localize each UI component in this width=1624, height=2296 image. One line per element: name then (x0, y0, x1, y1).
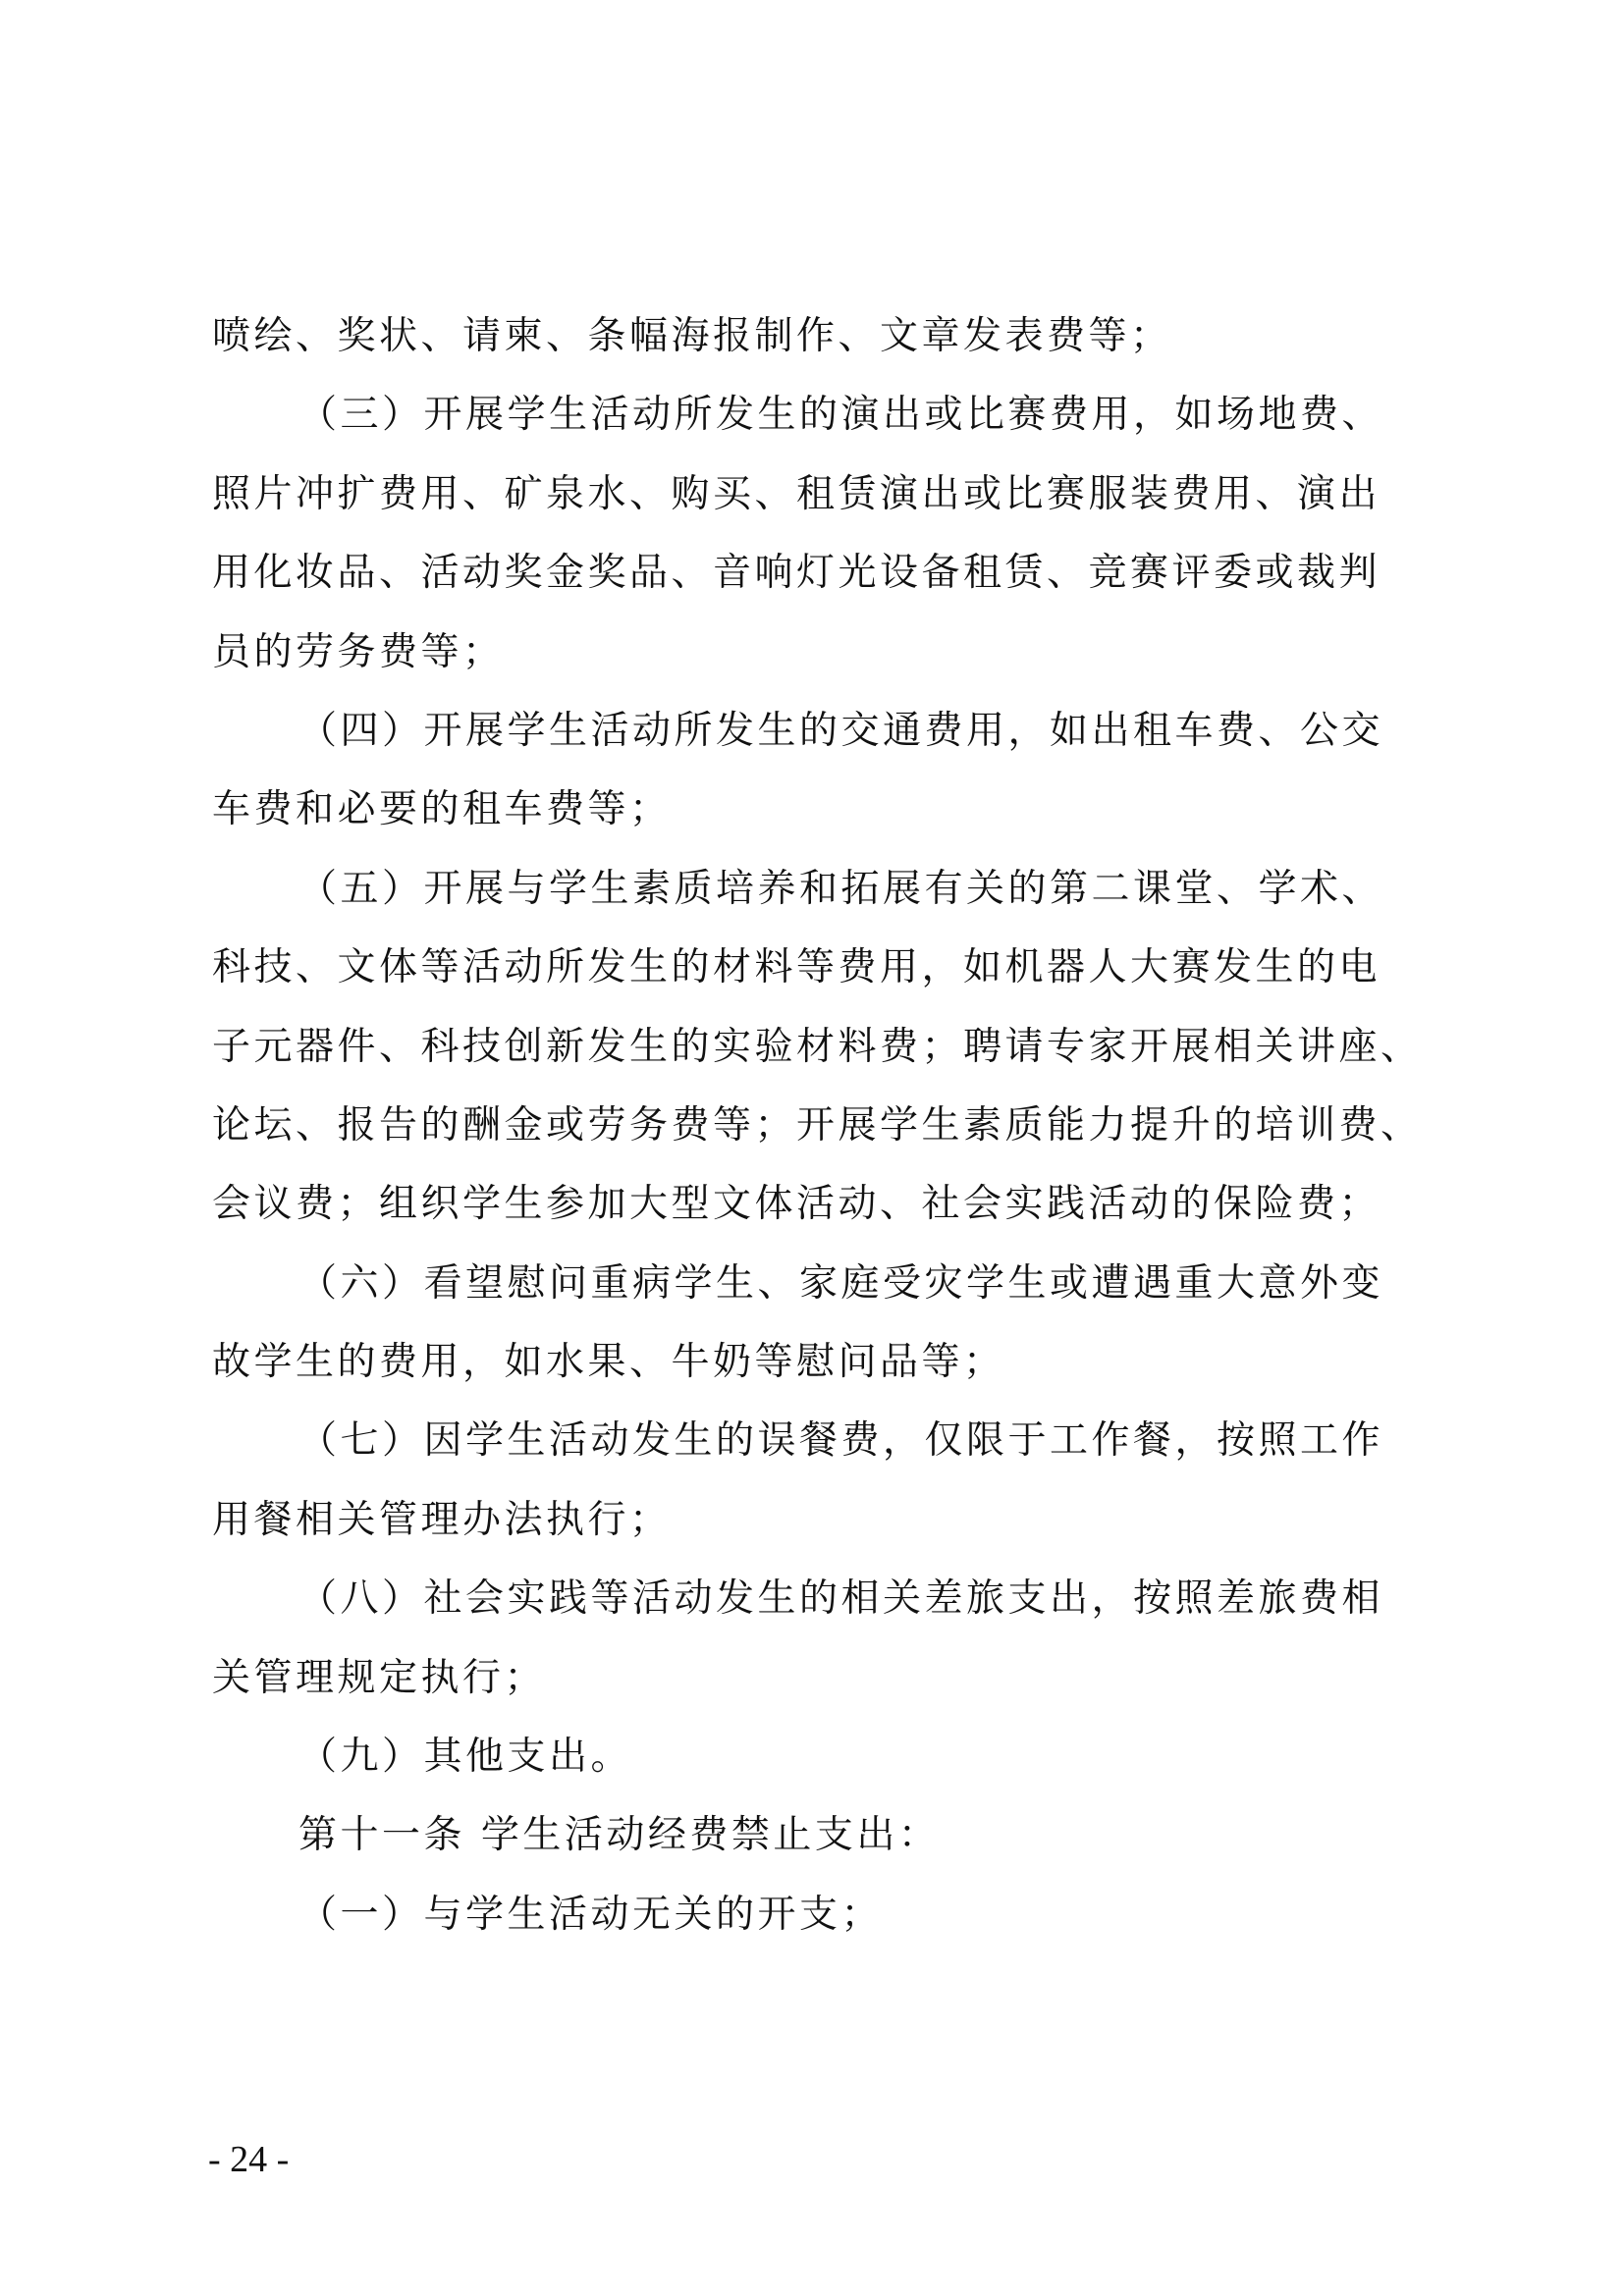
text-line: 科技、文体等活动所发生的材料等费用，如机器人大赛发生的电 (212, 945, 1381, 990)
text-line: 喷绘、奖状、请柬、条幅海报制作、文章发表费等； (212, 314, 1172, 358)
text-line: 论坛、报告的酬金或劳务费等；开展学生素质能力提升的培训费、 (212, 1102, 1423, 1148)
text-line: 关管理规定执行； (212, 1655, 547, 1700)
article-heading: 第十一条 学生活动经费禁止支出： (298, 1813, 941, 1858)
text-line: （九）其他支出。 (298, 1735, 633, 1780)
text-line: 照片冲扩费用、矿泉水、购买、租赁演出或比赛服装费用、演出 (212, 471, 1381, 516)
text-line: （一）与学生活动无关的开支； (298, 1892, 884, 1937)
text-line: （五）开展与学生素质培养和拓展有关的第二课堂、学术、 (298, 866, 1384, 911)
text-line: （六）看望慰问重病学生、家庭受灾学生或遭遇重大意外变 (298, 1260, 1384, 1306)
text-line: 用餐相关管理办法执行； (212, 1497, 672, 1542)
text-line: （三）开展学生活动所发生的演出或比赛费用，如场地费、 (298, 393, 1384, 438)
text-line: 子元器件、科技创新发生的实验材料费；聘请专家开展相关讲座、 (212, 1024, 1423, 1069)
text-line: （四）开展学生活动所发生的交通费用，如出租车费、公交 (298, 708, 1384, 753)
body-text (212, 297, 1430, 1954)
text-line: 故学生的费用，如水果、牛奶等慰问品等； (212, 1340, 1005, 1385)
text-line: 会议费；组织学生参加大型文体活动、社会实践活动的保险费； (212, 1182, 1381, 1227)
text-line: 用化妆品、活动奖金奖品、音响灯光设备租赁、竞赛评委或裁判 (212, 551, 1381, 596)
text-line: （八）社会实践等活动发生的相关差旅支出，按照差旅费相 (298, 1576, 1384, 1622)
text-line: （七）因学生活动发生的误餐费，仅限于工作餐，按照工作 (298, 1418, 1384, 1464)
text-line: 车费和必要的租车费等； (212, 787, 672, 832)
text-line: 员的劳务费等； (212, 629, 505, 674)
page-number: - 24 - (208, 2139, 290, 2180)
